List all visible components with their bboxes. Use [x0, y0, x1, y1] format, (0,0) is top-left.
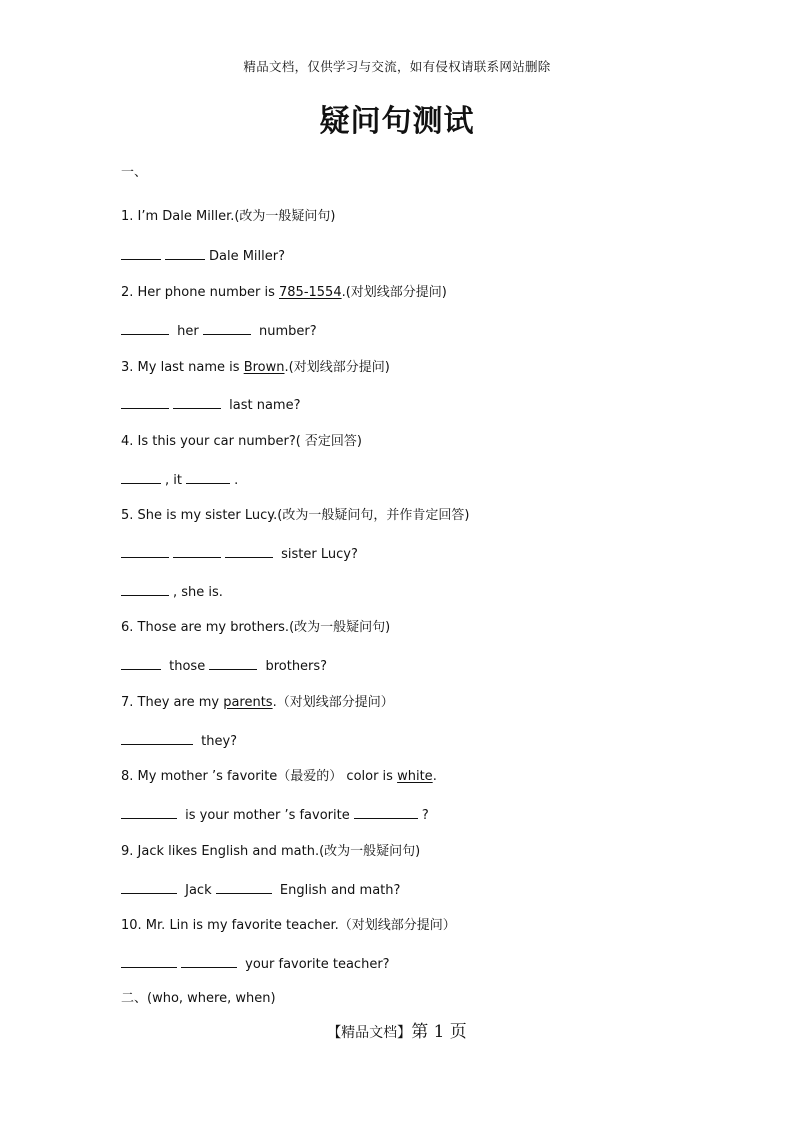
- answer-line-5a: [121, 544, 358, 564]
- answer-text: last name?: [225, 398, 301, 413]
- answer-text: her: [173, 324, 203, 339]
- answer-line-3: [121, 395, 300, 415]
- answer-text: they?: [197, 734, 238, 749]
- answer-text: Dale Miller?: [209, 249, 286, 264]
- underlined-phrase: Brown: [243, 360, 285, 375]
- question-text: 8. My mother ’s favorite（最爱的） color is: [121, 769, 398, 784]
- answer-blank[interactable]: [173, 395, 221, 409]
- answer-blank[interactable]: [203, 321, 251, 335]
- question-3: [121, 359, 390, 377]
- answer-text: sister Lucy?: [277, 547, 358, 562]
- page-number: 第 1 页: [411, 1022, 467, 1042]
- answer-line-6: [121, 656, 327, 676]
- answer-blank[interactable]: [186, 470, 230, 484]
- question-instruction: .(对划线部分提问): [341, 285, 447, 300]
- answer-line-2: [121, 321, 317, 341]
- question-8: [121, 768, 437, 786]
- question-1: 1. I’m Dale Miller.(改为一般疑问句): [121, 209, 336, 224]
- answer-blank[interactable]: [121, 805, 177, 819]
- question-instruction: .（对划线部分提问）: [272, 695, 394, 710]
- answer-line-5b: [121, 582, 223, 602]
- answer-text: Jack: [181, 883, 216, 898]
- answer-line-7: [121, 731, 237, 751]
- answer-text: number?: [254, 324, 317, 339]
- question-7: [121, 694, 394, 712]
- answer-line-8: [121, 805, 429, 825]
- underlined-phrase: parents: [223, 695, 273, 710]
- section-heading-2: 二、(who, where, when): [121, 991, 276, 1006]
- question-10: 10. Mr. Lin is my favorite teacher.（对划线部分提问）: [121, 918, 456, 933]
- answer-text: brothers?: [261, 659, 328, 674]
- question-2: [121, 284, 447, 302]
- question-4: 4. Is this your car number?( 否定回答): [121, 434, 362, 449]
- answer-text: .: [234, 473, 239, 488]
- underlined-phrase: white: [397, 769, 433, 784]
- answer-blank[interactable]: [173, 544, 221, 558]
- section-heading-1: 一、: [121, 165, 148, 180]
- answer-text: your favorite teacher?: [241, 957, 390, 972]
- answer-blank[interactable]: [165, 246, 205, 260]
- answer-blank[interactable]: [121, 544, 169, 558]
- answer-blank[interactable]: [121, 731, 193, 745]
- answer-blank[interactable]: [121, 954, 177, 968]
- page-title: 疑问句测试: [319, 104, 475, 139]
- question-text: 3. My last name is: [121, 360, 244, 375]
- answer-blank[interactable]: [216, 880, 272, 894]
- answer-blank[interactable]: [354, 805, 418, 819]
- answer-line-10: [121, 954, 390, 974]
- question-5: 5. She is my sister Lucy.(改为一般疑问句，并作肯定回答): [121, 508, 470, 523]
- answer-blank[interactable]: [121, 880, 177, 894]
- answer-line-9: [121, 880, 400, 900]
- answer-blank[interactable]: [225, 544, 273, 558]
- answer-line-1: [121, 246, 285, 266]
- question-6: 6. Those are my brothers.(改为一般疑问句): [121, 620, 391, 635]
- question-instruction: .: [432, 769, 437, 784]
- answer-text: those: [165, 659, 210, 674]
- header-note: 精品文档，仅供学习与交流，如有侵权请联系网站删除: [243, 59, 551, 74]
- answer-text: , she is.: [173, 585, 223, 600]
- answer-blank[interactable]: [121, 470, 161, 484]
- answer-text: , it: [165, 473, 187, 488]
- answer-blank[interactable]: [181, 954, 237, 968]
- footer-label: 【精品文档】: [327, 1025, 412, 1041]
- answer-text: English and math?: [275, 883, 401, 898]
- answer-blank[interactable]: [121, 321, 169, 335]
- question-text: 7. They are my: [121, 695, 224, 710]
- answer-blank[interactable]: [121, 656, 161, 670]
- question-instruction: .(对划线部分提问): [284, 360, 390, 375]
- answer-blank[interactable]: [209, 656, 257, 670]
- page-footer: [0, 1017, 794, 1042]
- answer-blank[interactable]: [121, 246, 161, 260]
- answer-text: is your mother ’s favorite: [181, 808, 354, 823]
- answer-line-4: [121, 470, 238, 490]
- question-text: 2. Her phone number is: [121, 285, 279, 300]
- answer-text: ?: [421, 808, 429, 823]
- underlined-phrase: 785-1554: [279, 285, 342, 300]
- answer-blank[interactable]: [121, 582, 169, 596]
- answer-blank[interactable]: [121, 395, 169, 409]
- question-9: 9. Jack likes English and math.(改为一般疑问句): [121, 844, 421, 859]
